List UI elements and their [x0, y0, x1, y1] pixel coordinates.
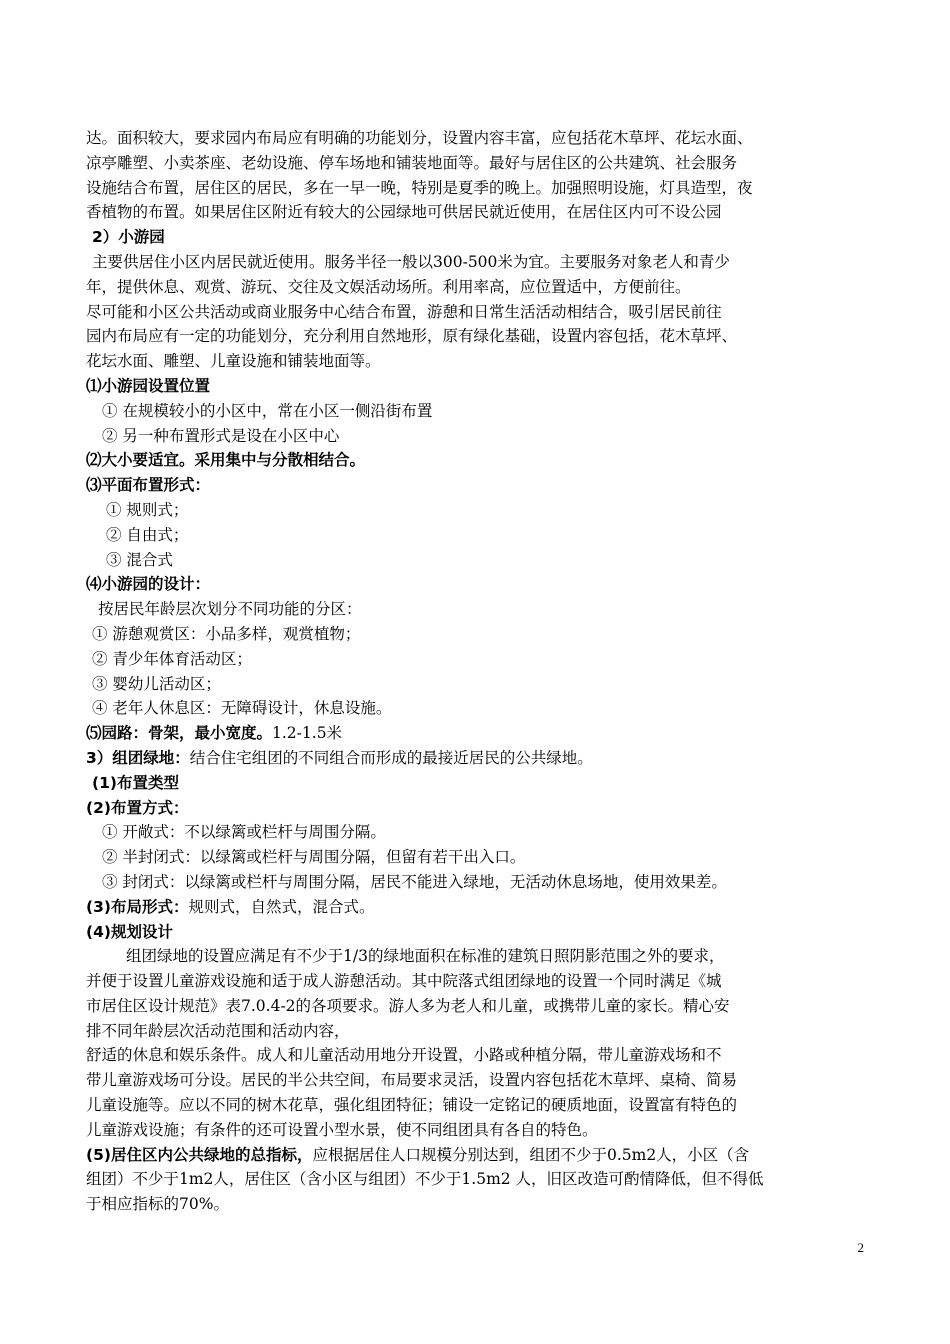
text-line: 达。面积较大，要求园内布局应有明确的功能划分，设置内容丰富，应包括花木草坪、花坛水面、	[86, 129, 753, 147]
text-line: 主要供居住小区内居民就近使用。服务半径一般以300-500米为宜。主要服务对象老人和青少	[92, 252, 730, 271]
subheading-design: ⑷小游园的设计：	[86, 575, 211, 594]
text-line-group-green	[86, 746, 866, 771]
text-line: 年，提供休息、观赏、游玩、交往及文娱活动场所。利用率高，应位置适中，方便前往。	[86, 277, 691, 296]
list-item: ② 另一种布置形式是设在小区中心	[102, 426, 340, 445]
text-line-layout-form	[86, 895, 866, 920]
section-heading-small-garden: 2）小游园	[92, 228, 165, 247]
inline-text: 结合住宅组团的不同组合而形成的最接近居民的公共绿地。	[189, 748, 593, 767]
inline-text: 应根据居住人口规模分别达到，组团不少于0.5m2人，小区（含	[312, 1145, 750, 1164]
text-line: 儿童设施等。应以不同的树木花草，强化组团特征；铺设一定铭记的硬质地面，设置富有特色的	[86, 1096, 738, 1115]
text-line: 舒适的休息和娱乐条件。成人和儿童活动用地分开设置，小路或种植分隔，带儿童游戏场和不	[86, 1046, 722, 1065]
text-line: 组团）不少于1m2人，居住区（含小区与组团）不少于1.5m2 人，旧区改造可酌情降低，但不得低	[86, 1170, 764, 1189]
bold-label: (5)居住区内公共绿地的总指标，	[86, 1145, 313, 1164]
subheading-size: ⑵大小要适宜。采用集中与分散相结合。	[86, 451, 366, 470]
subheading-layout-method: (2)布置方式：	[86, 798, 189, 817]
text-line: 按居民年龄层次划分不同功能的分区：	[98, 600, 362, 619]
text-line-total-index	[86, 1143, 866, 1168]
text-line: 带儿童游戏场可分设。居民的半公共空间，布局要求灵活，设置内容包括花木草坪、桌椅、简易	[86, 1071, 738, 1090]
list-item: ③ 混合式	[106, 550, 173, 569]
list-item: ② 半封闭式：以绿篱或栏杆与周围分隔，但留有若干出入口。	[102, 848, 526, 867]
list-item: ③ 婴幼儿活动区；	[92, 674, 221, 693]
text-line: 排不同年龄层次活动范围和活动内容，	[86, 1021, 350, 1040]
subheading-layout-type: (1)布置类型	[92, 773, 179, 792]
text-line: 设施结合布置，居住区的居民，多在一早一晚，特别是夏季的晚上。加强照明设施，灯具造型，夜	[86, 178, 753, 197]
text-line: 园内布局应有一定的功能划分，充分利用自然地形，原有绿化基础，设置内容包括，花木草坪、	[86, 327, 738, 346]
list-item: ③ 封闭式：以绿篱或栏杆与周围分隔，居民不能进入绿地，无活动休息场地，使用效果差。	[102, 872, 727, 891]
subheading-plan-form: ⑶平面布置形式：	[86, 476, 211, 495]
text-line: 组团绿地的设置应满足有不少于1/3的绿地面积在标准的建筑日照阴影范围之外的要求，	[126, 947, 725, 966]
list-item: ① 在规模较小的小区中，常在小区一侧沿街布置	[102, 401, 433, 420]
document-body	[86, 126, 866, 1217]
text-line: 花坛水面、雕塑、儿童设施和铺装地面等。	[86, 352, 381, 371]
list-item: ④ 老年人休息区：无障碍设计，休息设施。	[92, 699, 392, 718]
text-line: 并便于设置儿童游戏设施和适于成人游憩活动。其中院落式组团绿地的设置一个同时满足《城	[86, 972, 722, 991]
inline-text: 规则式，自然式，混合式。	[188, 897, 375, 916]
inline-text: 1.2-1.5米	[272, 724, 343, 743]
list-item: ① 开敞式：不以绿篱或栏杆与周围分隔。	[102, 823, 386, 842]
text-line: 香植物的布置。如果居住区附近有较大的公园绿地可供居民就近使用，在居住区内可不设公园	[86, 203, 722, 222]
page-number: 2	[857, 1240, 864, 1255]
list-item: ② 自由式；	[106, 525, 189, 544]
bold-label: ⑸园路：骨架，最小宽度。	[86, 724, 273, 743]
text-line: 于相应指标的70%。	[86, 1195, 229, 1214]
text-line: 凉亭雕塑、小卖茶座、老幼设施、停车场地和铺装地面等。最好与居住区的公共建筑、社会服务	[86, 153, 738, 172]
subheading-location: ⑴小游园设置位置	[86, 376, 211, 395]
list-item: ① 游憩观赏区：小品多样，观赏植物；	[92, 624, 361, 643]
text-line: 市居住区设计规范》表7.0.4-2的各项要求。游人多为老人和儿童，或携带儿童的家长。精心安	[86, 996, 730, 1015]
text-line-garden-path	[86, 721, 866, 746]
bold-label: (3)布局形式：	[86, 897, 189, 916]
text-line: 儿童游戏设施；有条件的还可设置小型水景，使不同组团具有各自的特色。	[86, 1120, 598, 1139]
subheading-planning: (4)规划设计	[86, 922, 173, 941]
list-item: ② 青少年体育活动区；	[92, 649, 252, 668]
text-line: 尽可能和小区公共活动或商业服务中心结合布置，游憩和日常生活活动相结合，吸引居民前往	[86, 302, 722, 321]
bold-label: 3）组团绿地：	[86, 748, 190, 767]
list-item: ① 规则式；	[106, 500, 189, 519]
